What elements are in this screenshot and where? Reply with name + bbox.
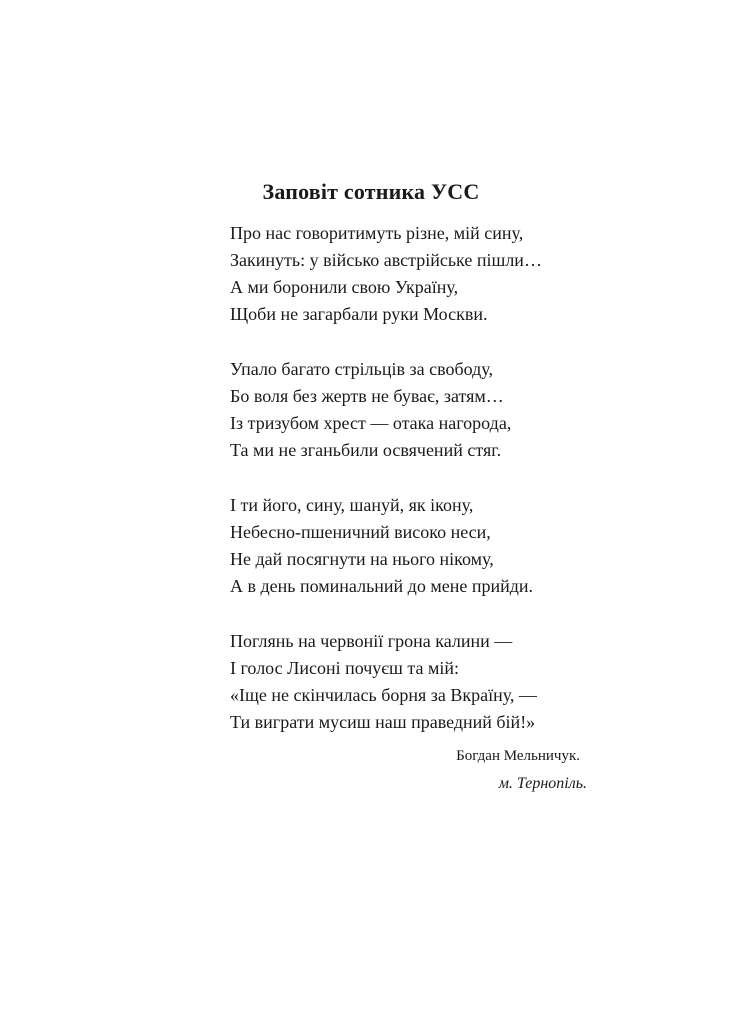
poem-line: Та ми не зганьбили освячений стяг. (230, 440, 502, 460)
poem-line: І ти його, сину, шануй, як ікону, (230, 495, 474, 515)
poem-line: Поглянь на червонії грона калини — (230, 631, 513, 651)
stanza-4 (230, 628, 630, 736)
poem-line: Небесно-пшеничний високо неси, (230, 522, 491, 542)
stanza-1 (230, 220, 630, 328)
author-place: м. Тернопіль. (498, 775, 587, 792)
author-name: Богдан Мельничук. (456, 748, 580, 764)
poem-line: Ти виграти мусиш наш праведний бій!» (230, 712, 536, 732)
poem-line: І голос Лисоні почуєш та мій: (230, 658, 459, 678)
poem-body (230, 220, 630, 764)
poem-line: Бо воля без жертв не буває, затям… (230, 386, 504, 406)
poem-title: Заповіт сотника УСС (262, 179, 480, 204)
poem-line: Про нас говоритимуть різне, мій сину, (230, 223, 524, 243)
poem-line: Із тризубом хрест — отака нагорода, (230, 413, 512, 433)
poem-line: «Іще не скінчилась борня за Вкраїну, — (230, 685, 537, 705)
poem-line: Щоби не загарбали руки Москви. (230, 304, 488, 324)
poem-line: А в день поминальний до мене прийди. (230, 576, 534, 596)
poem-line: Упало багато стрільців за свободу, (230, 359, 493, 379)
poem-line: А ми боронили свою Україну, (230, 277, 459, 297)
signature (456, 743, 587, 799)
stanza-2 (230, 356, 630, 464)
poem-line: Не дай посягнути на нього нікому, (230, 549, 494, 569)
poem-line: Закинуть: у військо австрійське пішли… (230, 250, 542, 270)
stanza-3 (230, 492, 630, 600)
